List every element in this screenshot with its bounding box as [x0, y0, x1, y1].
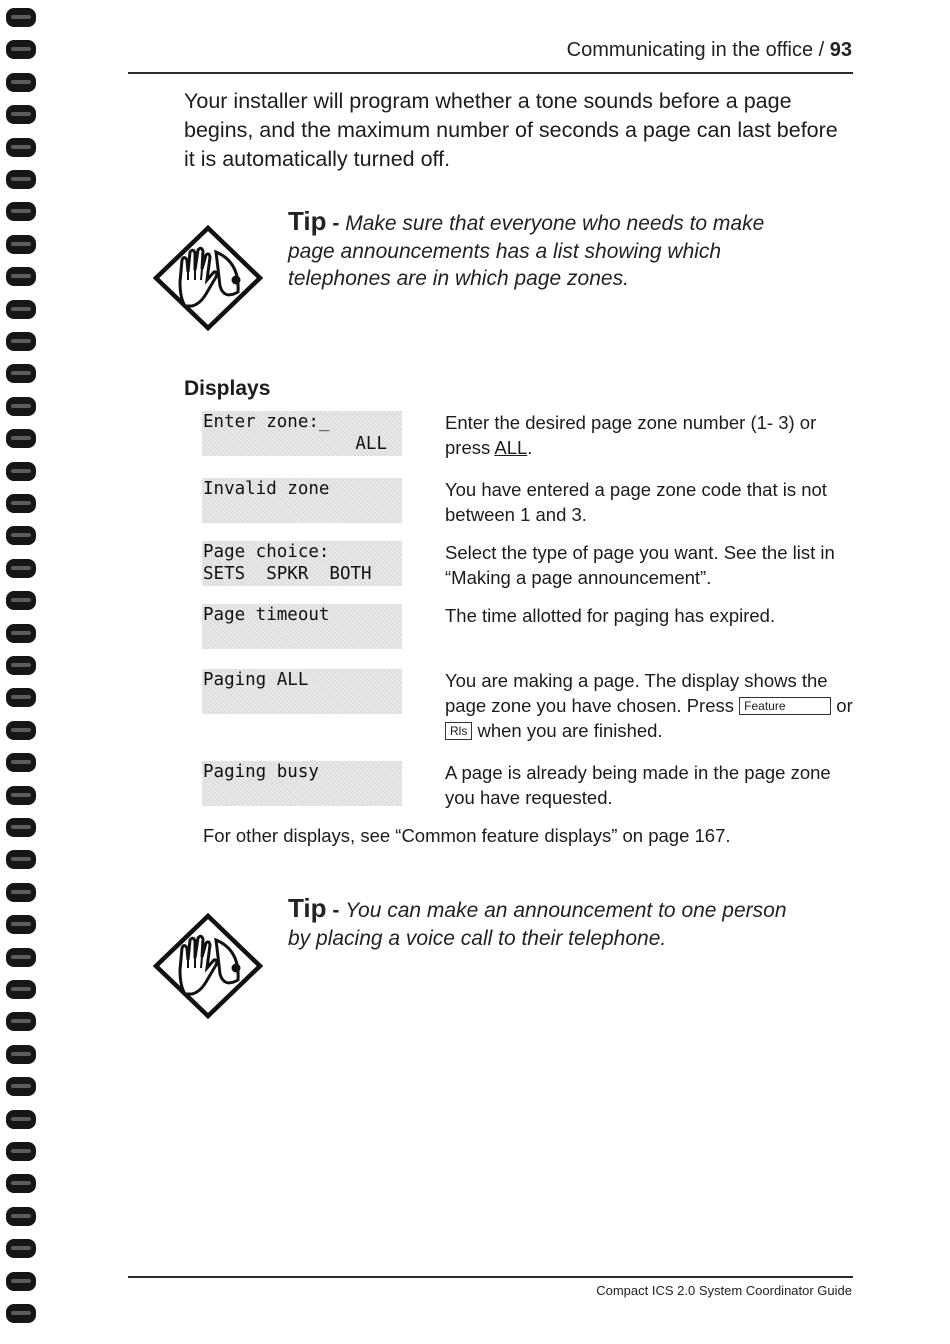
- tip-label: Tip: [288, 206, 327, 236]
- binding-ring: [6, 559, 36, 578]
- binding-ring: [6, 980, 36, 999]
- section-title: Communicating in the office /: [566, 39, 825, 61]
- binding-ring: [6, 688, 36, 707]
- binding-ring: [6, 656, 36, 675]
- lcd-display: [202, 669, 402, 714]
- binding-ring: [6, 1012, 36, 1031]
- binding-ring: [6, 170, 36, 189]
- binding-ring: [6, 267, 36, 286]
- tip-note: Tip - Make sure that everyone who needs to make page announcements has a list showing which telephones are in which page zones.: [288, 206, 765, 290]
- desc-text-mid: or: [831, 695, 853, 716]
- all-softkey: ALL: [494, 437, 528, 458]
- lcd-line-1: Paging busy: [203, 762, 319, 782]
- display-description: You have entered a page zone code that is not between 1 and 3.: [445, 479, 827, 525]
- binding-ring: [6, 1174, 36, 1193]
- binding-ring: [6, 40, 36, 59]
- rls-key: Rls: [445, 722, 472, 740]
- binding-ring: [6, 494, 36, 513]
- desc-text: You are making a page. The display shows the page zone you have chosen. Press: [445, 670, 828, 716]
- lcd-line-1: Enter zone:_: [203, 412, 330, 432]
- display-description: The time allotted for paging has expired.: [445, 605, 776, 626]
- lcd-display: [202, 761, 402, 806]
- binding-ring: [6, 1272, 36, 1291]
- desc-text: Enter the desired page zone number (1- 3) or press: [445, 412, 817, 458]
- binding-ring: [6, 721, 36, 740]
- binding-ring: [6, 462, 36, 481]
- tip-text: You can make an announcement to one person by placing a voice call to their telephone.: [288, 899, 787, 950]
- binding-ring: [6, 948, 36, 967]
- binding-ring: [6, 1110, 36, 1129]
- binding-ring: [6, 300, 36, 319]
- binding-ring: [6, 1077, 36, 1096]
- display-description: A page is already being made in the page zone you have requested.: [445, 762, 831, 808]
- binding-ring: [6, 591, 36, 610]
- feature-key: Feature: [739, 697, 831, 715]
- binding-ring: [6, 138, 36, 157]
- binding-ring: [6, 235, 36, 254]
- desc-text-end: when you are finished.: [472, 720, 663, 741]
- binding-ring: [6, 915, 36, 934]
- running-header: [567, 39, 852, 62]
- binding-ring: [6, 850, 36, 869]
- lcd-display: [202, 604, 402, 649]
- desc-text-end: .: [527, 437, 533, 458]
- lcd-line-1: Page choice:: [203, 542, 330, 562]
- other-displays-note: For other displays, see “Common feature displays” on page 167.: [203, 825, 731, 846]
- display-description: Select the type of page you want. See the list in “Making a page announcement”.: [445, 542, 835, 588]
- binding-ring: [6, 883, 36, 902]
- binding-ring: [6, 1304, 36, 1323]
- binding-ring: [6, 105, 36, 124]
- binding-ring: [6, 1045, 36, 1064]
- header-rule: [128, 72, 853, 74]
- spiral-binding: [6, 0, 40, 1344]
- binding-ring: [6, 624, 36, 643]
- footer-text: Compact ICS 2.0 System Coordinator Guide: [596, 1283, 852, 1298]
- lcd-line-1: Invalid zone: [203, 479, 330, 499]
- footer-rule: [128, 1276, 853, 1278]
- binding-ring: [6, 818, 36, 837]
- lcd-display: [202, 541, 402, 586]
- tip-text: Make sure that everyone who needs to make page announcements has a list showing which telephones are in which page zones.: [288, 212, 765, 290]
- binding-ring: [6, 332, 36, 351]
- binding-ring: [6, 8, 36, 27]
- lcd-line-2: ALL: [355, 434, 387, 454]
- intro-paragraph: Your installer will program whether a tone sounds before a page begins, and the maximum number of seconds a page can last before it is automatically turned off.: [184, 89, 838, 171]
- tip-label: Tip: [288, 893, 327, 923]
- lcd-display: [202, 478, 402, 523]
- display-description: [445, 410, 853, 460]
- binding-ring: [6, 1207, 36, 1226]
- tip-note: Tip - You can make an announcement to one person by placing a voice call to their telephone.: [288, 893, 787, 950]
- lcd-line-1: Page timeout: [203, 605, 330, 625]
- lcd-display: [202, 411, 402, 456]
- binding-ring: [6, 526, 36, 545]
- hand-stop-icon: [152, 910, 264, 1022]
- lcd-line-1: Paging ALL: [203, 670, 309, 690]
- hand-stop-icon: [152, 222, 264, 334]
- binding-ring: [6, 429, 36, 448]
- binding-ring: [6, 1142, 36, 1161]
- page-number: 93: [829, 39, 852, 61]
- displays-heading: Displays: [184, 377, 271, 400]
- binding-ring: [6, 786, 36, 805]
- binding-ring: [6, 73, 36, 92]
- binding-ring: [6, 753, 36, 772]
- binding-ring: [6, 397, 36, 416]
- binding-ring: [6, 1239, 36, 1258]
- binding-ring: [6, 364, 36, 383]
- lcd-line-2: SETS SPKR BOTH: [203, 564, 372, 584]
- display-description: [445, 668, 853, 743]
- binding-ring: [6, 202, 36, 221]
